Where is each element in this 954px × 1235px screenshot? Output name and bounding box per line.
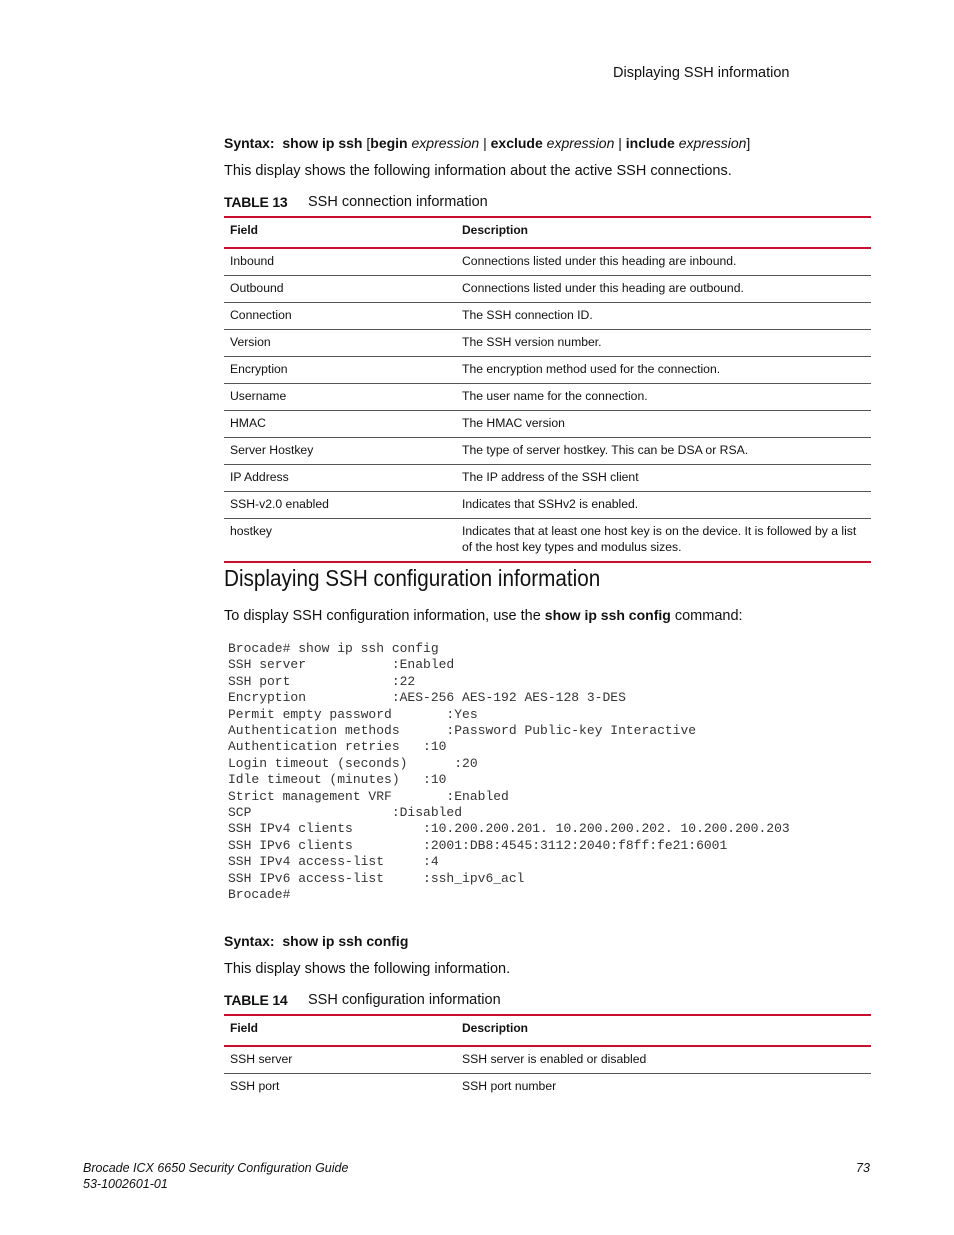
- table-title: SSH configuration information: [308, 992, 501, 1008]
- table-row: [224, 276, 871, 303]
- ssh-connection-table: [224, 216, 871, 563]
- field-cell: Version: [224, 330, 456, 357]
- description-cell: The SSH version number.: [456, 330, 871, 357]
- syntax-bracket-close: ]: [746, 135, 751, 151]
- page-number: 73: [856, 1161, 870, 1175]
- table-row: [224, 411, 871, 438]
- table-row: [224, 519, 871, 563]
- syntax-expression: expression: [546, 135, 615, 151]
- syntax-command: show ip ssh config: [282, 933, 409, 949]
- description-cell: The IP address of the SSH client: [456, 465, 871, 492]
- syntax-begin: begin: [370, 135, 408, 151]
- table-row: [224, 1074, 871, 1101]
- footer-doc-number: 53-1002601-01: [83, 1177, 168, 1191]
- table-title: SSH connection information: [308, 194, 488, 210]
- syntax-separator: |: [483, 135, 487, 151]
- running-header: Displaying SSH information: [613, 65, 790, 81]
- field-cell: Connection: [224, 303, 456, 330]
- field-cell: Outbound: [224, 276, 456, 303]
- table-label: TABLE 14: [224, 992, 288, 1008]
- section-intro: [224, 607, 743, 624]
- syntax-label: Syntax:: [224, 933, 275, 949]
- description-cell: Indicates that SSHv2 is enabled.: [456, 492, 871, 519]
- description-cell: Connections listed under this heading are inbound.: [456, 248, 871, 276]
- table-row: [224, 330, 871, 357]
- table-header-row: [224, 217, 871, 248]
- column-header-field: Field: [224, 217, 456, 248]
- syntax-expression: expression: [678, 135, 747, 151]
- table-row: [224, 357, 871, 384]
- paragraph: This display shows the following information.: [224, 961, 511, 977]
- description-cell: Connections listed under this heading are outbound.: [456, 276, 871, 303]
- table-row: [224, 248, 871, 276]
- field-cell: HMAC: [224, 411, 456, 438]
- table-row: [224, 465, 871, 492]
- syntax-command: show ip ssh: [282, 135, 363, 151]
- column-header-description: Description: [456, 1015, 871, 1046]
- table-label: TABLE 13: [224, 194, 288, 210]
- description-cell: The HMAC version: [456, 411, 871, 438]
- syntax-separator: |: [618, 135, 622, 151]
- intro-command: show ip ssh config: [544, 607, 671, 623]
- field-cell: Username: [224, 384, 456, 411]
- field-cell: IP Address: [224, 465, 456, 492]
- table-row: [224, 1046, 871, 1074]
- table-caption: [224, 194, 624, 211]
- table-row: [224, 438, 871, 465]
- description-cell: Indicates that at least one host key is on the device. It is followed by a list of the host key types and modulus sizes.: [456, 519, 871, 563]
- syntax-exclude: exclude: [490, 135, 543, 151]
- intro-text-end: command:: [670, 608, 743, 624]
- syntax-expression: expression: [411, 135, 480, 151]
- syntax-label: Syntax:: [224, 135, 275, 151]
- field-cell: Server Hostkey: [224, 438, 456, 465]
- field-cell: hostkey: [224, 519, 456, 563]
- field-cell: SSH port: [230, 1079, 280, 1093]
- table-caption: [224, 992, 624, 1009]
- section-heading: Displaying SSH configuration information: [224, 565, 601, 591]
- description-cell: The type of server hostkey. This can be DSA or RSA.: [456, 438, 871, 465]
- table-row: [224, 303, 871, 330]
- description-cell: The user name for the connection.: [456, 384, 871, 411]
- syntax-line: [224, 135, 750, 151]
- table-row: [224, 492, 871, 519]
- syntax-line-config: [224, 933, 408, 949]
- footer-doc-title: Brocade ICX 6650 Security Configuration Guide: [83, 1161, 349, 1175]
- intro-text: To display SSH configuration information, use the: [224, 608, 545, 624]
- cli-output-block: Brocade# show ip ssh config SSH server :Enabled SSH port :22 Encryption :AES-256 AES-192 AES-128 3-DES Permit empty password :Yes Authentication methods :Password Public-key Interactive Authentication retries :10 Login timeout (seconds) :20 Idle timeout (minutes) :10 Strict management VRF :Enabled SCP :Disabled SSH IPv4 clients :10.200.200.201. 10.200.200.202. 10.200.200.203 SSH IPv6 clients :2001:DB8:4545:3112:2040:f8ff:fe21:6001 SSH IPv4 access-list :4 SSH IPv6 access-list :ssh_ipv6_acl Brocade#: [228, 641, 790, 903]
- table-header-row: [224, 1015, 871, 1046]
- syntax-bracket-open: [: [366, 135, 371, 151]
- field-cell: SSH-v2.0 enabled: [224, 492, 456, 519]
- description-cell: SSH port number: [462, 1079, 557, 1093]
- field-cell: Inbound: [224, 248, 456, 276]
- column-header-description: Description: [456, 217, 871, 248]
- description-cell: The encryption method used for the connection.: [456, 357, 871, 384]
- syntax-include: include: [625, 135, 675, 151]
- ssh-config-table: [224, 1014, 871, 1100]
- description-cell: SSH server is enabled or disabled: [456, 1046, 871, 1074]
- paragraph: This display shows the following information about the active SSH connections.: [224, 163, 732, 179]
- column-header-field: Field: [224, 1015, 456, 1046]
- description-cell: The SSH connection ID.: [456, 303, 871, 330]
- field-cell: Encryption: [224, 357, 456, 384]
- table-row: [224, 384, 871, 411]
- field-cell: SSH server: [224, 1046, 456, 1074]
